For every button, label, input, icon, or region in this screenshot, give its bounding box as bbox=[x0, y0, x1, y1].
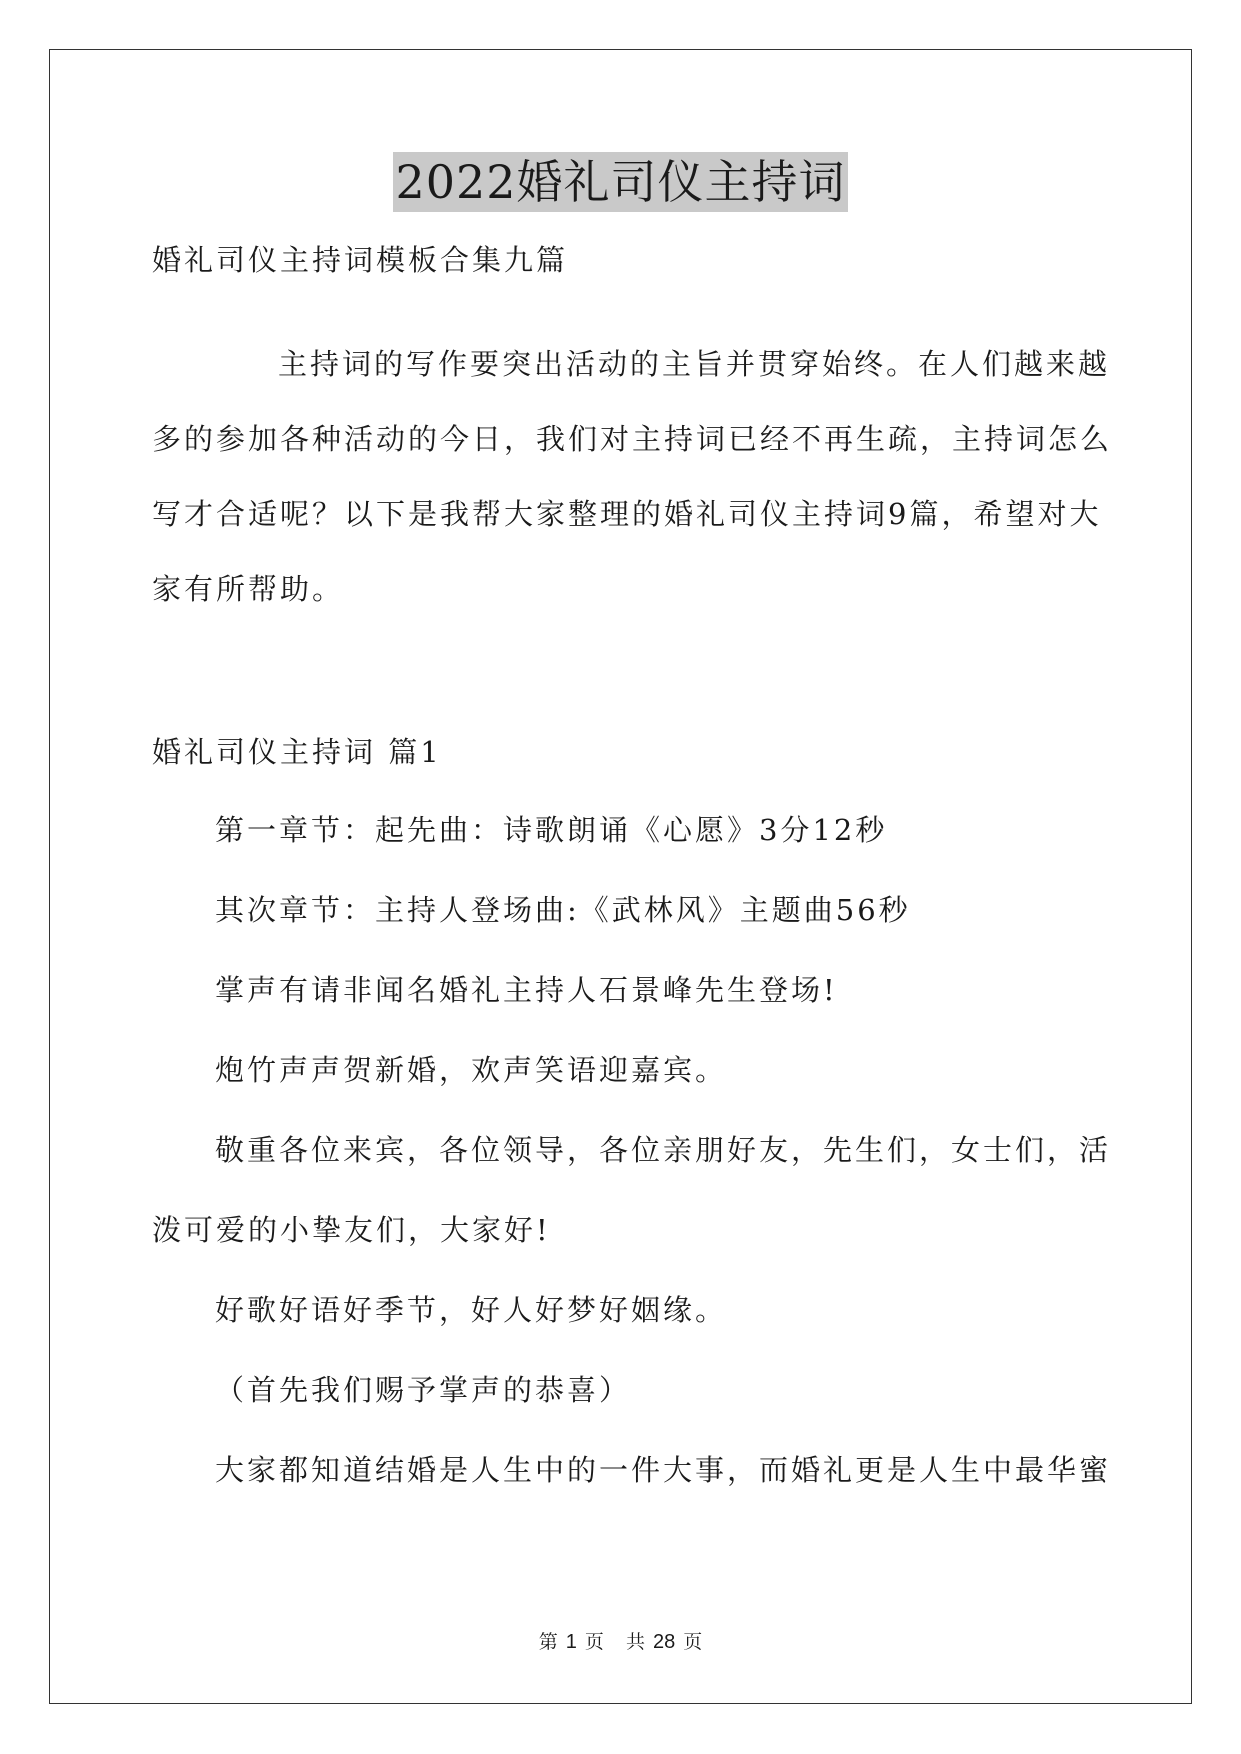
title-wrap bbox=[0, 152, 1241, 212]
paragraph-line: 好歌好语好季节，好人好梦好姻缘。 bbox=[215, 1293, 728, 1327]
page-suffix: 页 bbox=[584, 1631, 604, 1653]
paragraph-line: 主持词的写作要突出活动的主旨并贯穿始终。在人们越来越 bbox=[278, 347, 1111, 381]
paragraph-line: 敬重各位来宾，各位领导，各位亲朋好友，先生们，女士们，活 bbox=[215, 1133, 1112, 1167]
page-indicator bbox=[535, 1631, 608, 1653]
paragraph-line: 大家都知道结婚是人生中的一件大事，而婚礼更是人生中最华蜜 bbox=[215, 1453, 1112, 1487]
page-current: 1 bbox=[565, 1631, 577, 1653]
total-indicator bbox=[622, 1631, 706, 1653]
document-subtitle: 婚礼司仪主持词模板合集九篇 bbox=[152, 243, 569, 277]
paragraph-line: 炮竹声声贺新婚，欢声笑语迎嘉宾。 bbox=[215, 1053, 728, 1087]
total-prefix: 共 bbox=[625, 1631, 645, 1653]
total-suffix: 页 bbox=[683, 1631, 703, 1653]
paragraph-line: 第一章节：起先曲：诗歌朗诵《心愿》3分12秒 bbox=[215, 813, 888, 847]
paragraph-line: 其次章节：主持人登场曲:《武林风》主题曲56秒 bbox=[215, 893, 911, 927]
section-heading: 婚礼司仪主持词 篇1 bbox=[152, 735, 442, 769]
paragraph-line: 泼可爱的小挚友们，大家好! bbox=[152, 1213, 551, 1247]
paragraph-line: 写才合适呢？以下是我帮大家整理的婚礼司仪主持词9篇，希望对大 bbox=[152, 497, 1102, 531]
page-footer bbox=[0, 1630, 1241, 1654]
document-title: 2022婚礼司仪主持词 bbox=[393, 152, 847, 212]
paragraph-line: 掌声有请非闻名婚礼主持人石景峰先生登场! bbox=[215, 973, 838, 1007]
page-total: 28 bbox=[652, 1631, 676, 1653]
page-prefix: 第 bbox=[538, 1631, 558, 1653]
paragraph-line: 家有所帮助。 bbox=[152, 572, 345, 606]
paragraph-line: （首先我们赐予掌声的恭喜） bbox=[215, 1373, 632, 1407]
paragraph-line: 多的参加各种活动的今日，我们对主持词已经不再生疏，主持词怎么 bbox=[152, 422, 1113, 456]
